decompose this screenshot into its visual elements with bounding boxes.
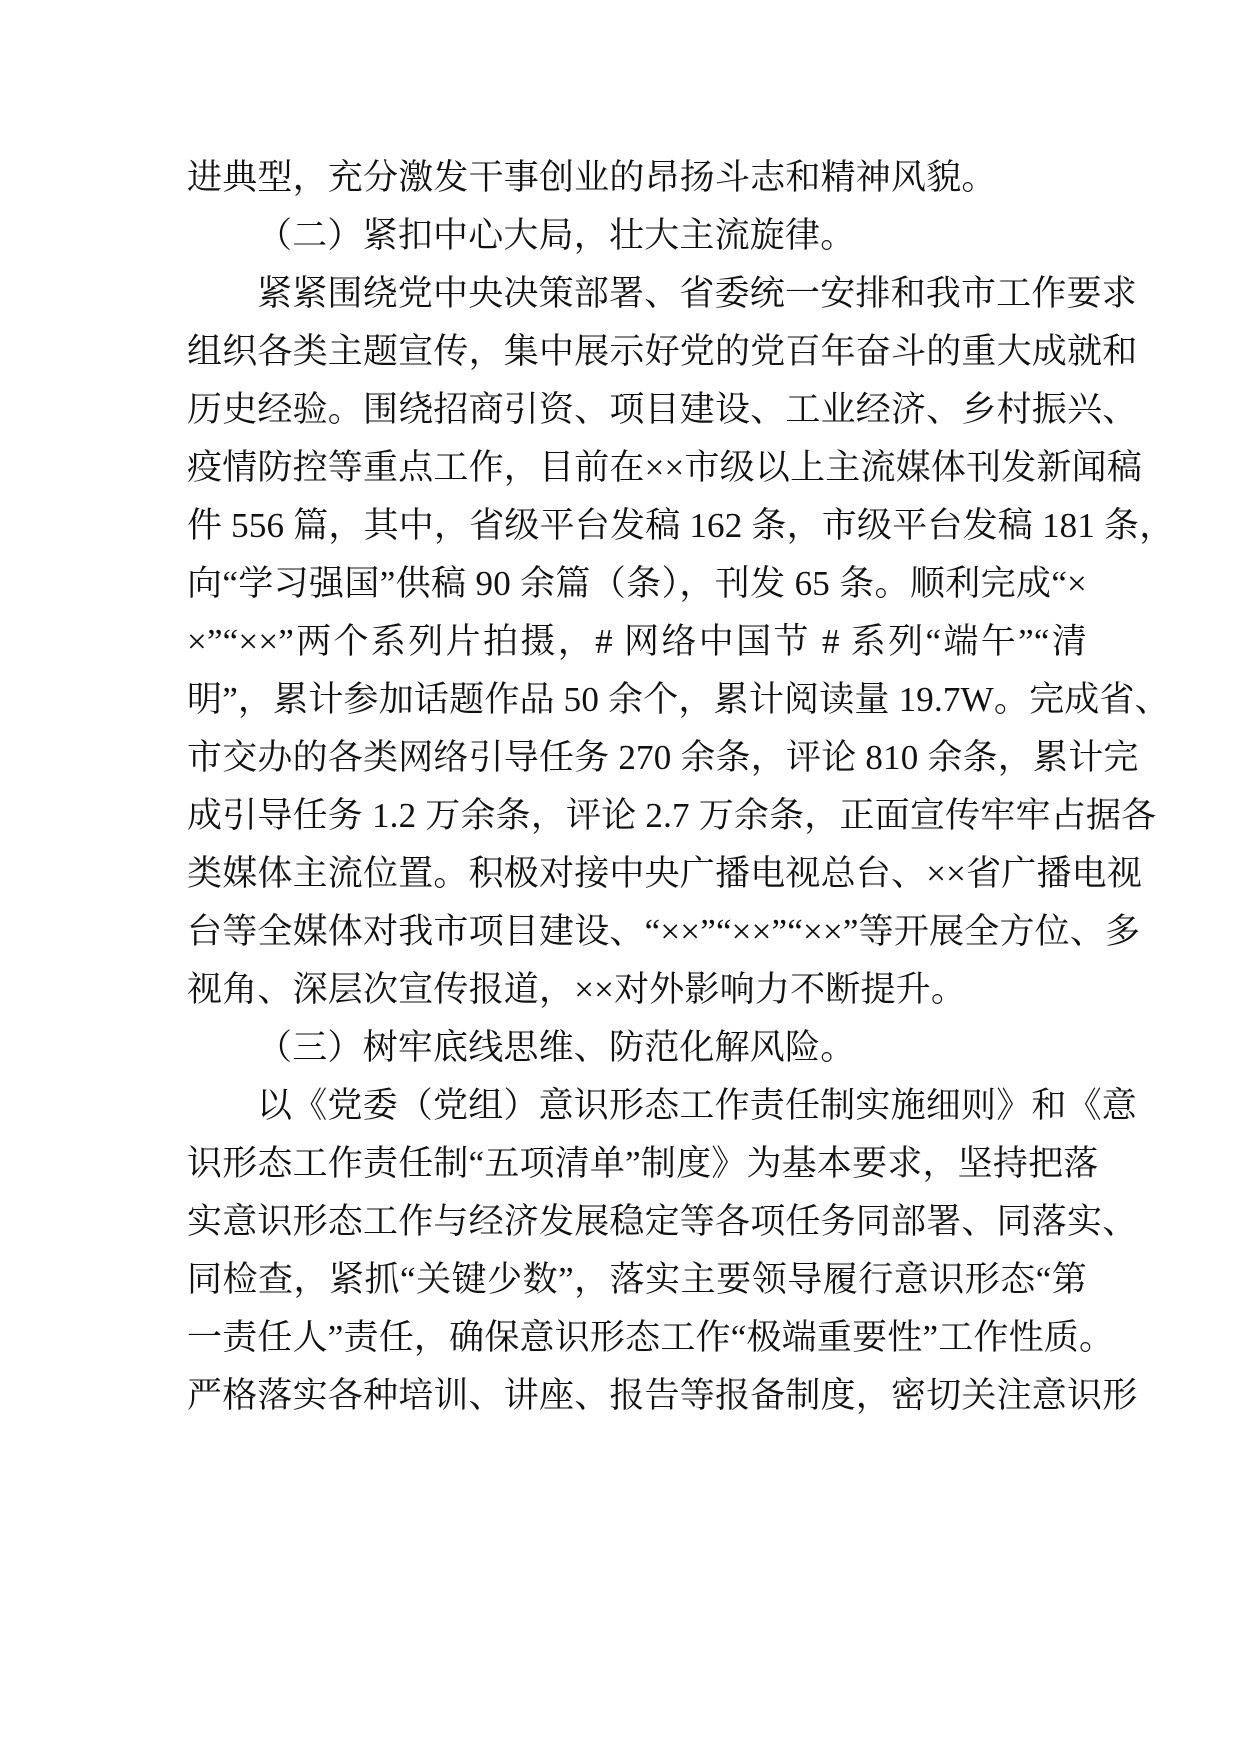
body-line: 历史经验。围绕招商引资、项目建设、工业经济、乡村振兴、 (187, 390, 1138, 429)
body-line: 组织各类主题宣传，集中展示好党的党百年奋斗的重大成就和 (187, 332, 1138, 371)
body-line: 视角、深层次宣传报道，××对外影响力不断提升。 (187, 970, 967, 1009)
body-line: 严格落实各种培训、讲座、报告等报备制度，密切关注意识形 (187, 1376, 1138, 1415)
body-line: 件 556 篇，其中，省级平台发稿 162 条，市级平台发稿 181 条， (187, 506, 1175, 545)
body-line: 向“学习强国”供稿 90 余篇（条），刊发 65 条。顺利完成“× (187, 564, 1087, 603)
body-line: 类媒体主流位置。积极对接中央广播电视总台、××省广播电视 (187, 854, 1143, 893)
body-line: 同检查，紧抓“关键少数”，落实主要领导履行意识形态“第 (187, 1260, 1087, 1299)
body-line: 疫情防控等重点工作，目前在××市级以上主流媒体刊发新闻稿 (187, 448, 1143, 487)
body-line: 台等全媒体对我市项目建设、“××”“××”“××”等开展全方位、多 (187, 912, 1141, 951)
body-line: 明”，累计参加话题作品 50 余个，累计阅读量 19.7W。完成省、 (187, 680, 1170, 719)
body-line: 实意识形态工作与经济发展稳定等各项任务同部署、同落实、 (187, 1202, 1138, 1241)
body-line: 市交办的各类网络引导任务 270 余条，评论 810 余条，累计完 (187, 738, 1139, 777)
body-line: 成引导任务 1.2 万余条，评论 2.7 万余条，正面宣传牢牢占据各 (187, 796, 1157, 835)
paragraph-first-line: 紧紧围绕党中央决策部署、省委统一安排和我市工作要求 (257, 274, 1138, 313)
section-heading: （二）紧扣中心大局，壮大主流旋律。 (257, 216, 856, 255)
body-line: ×”“××”两个系列片拍摄，# 网络中国节 # 系列“端午”“清 (187, 622, 1087, 661)
paragraph-first-line: 以《党委（党组）意识形态工作责任制实施细则》和《意 (257, 1086, 1138, 1125)
section-heading: （三）树牢底线思维、防范化解风险。 (257, 1028, 856, 1067)
body-line: 一责任人”责任，确保意识形态工作“极端重要性”工作性质。 (187, 1318, 1115, 1357)
body-line: 识形态工作责任制“五项清单”制度》为基本要求，坚持把落 (187, 1144, 1099, 1183)
body-line: 进典型，充分激发干事创业的昂扬斗志和精神风貌。 (187, 158, 997, 197)
